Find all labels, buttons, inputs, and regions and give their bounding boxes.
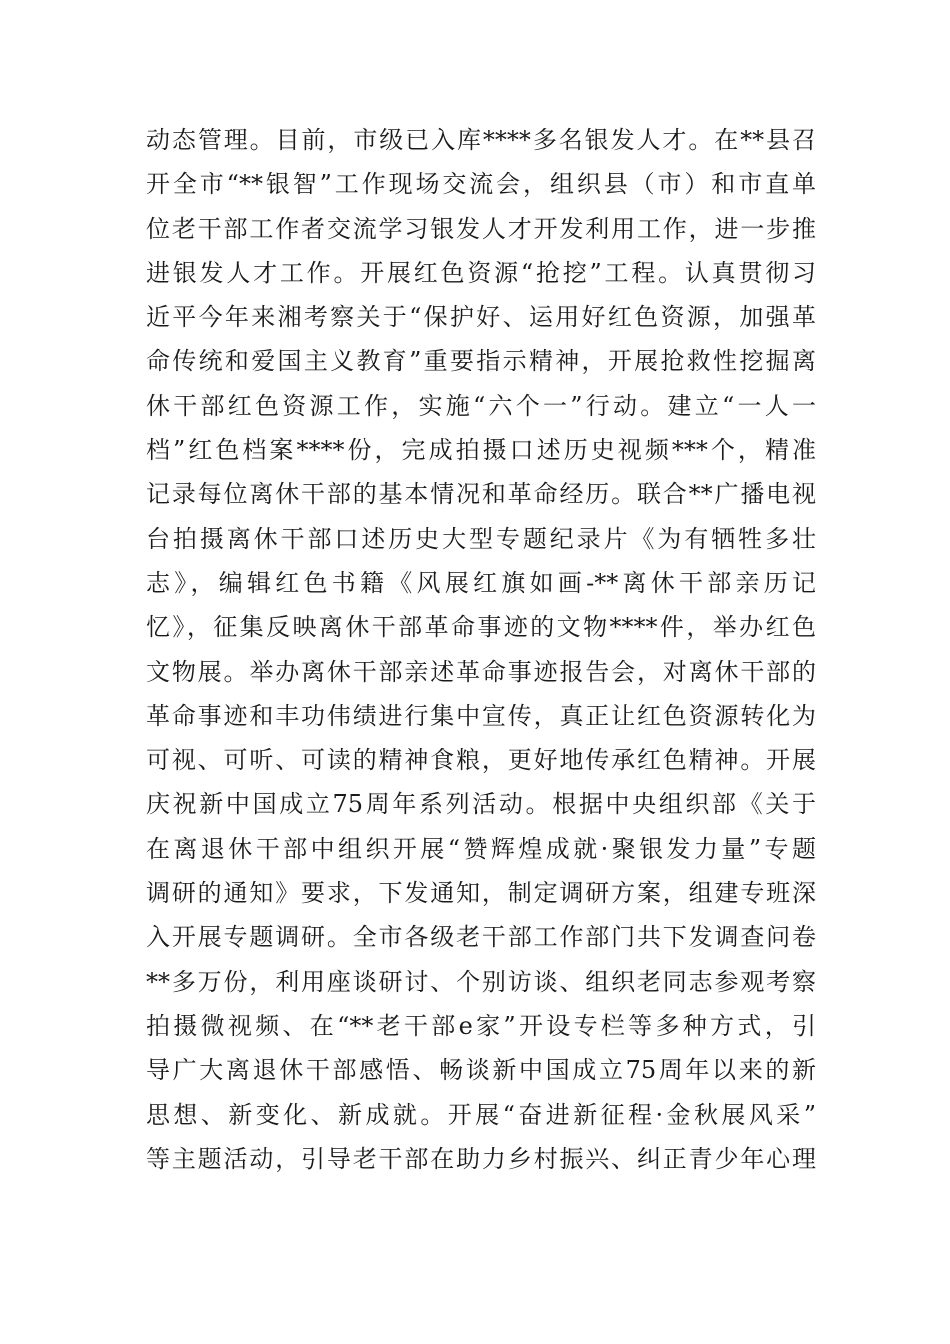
text-line: 台拍摄离休干部口述历史大型专题纪录片《为有牺牲多壮 — [146, 524, 816, 553]
text-line: 庆祝新中国成立75周年系列活动。根据中央组织部《关于 — [146, 790, 816, 819]
text-line: 文物展。举办离休干部亲述革命事迹报告会，对离休干部的 — [146, 657, 816, 686]
text-line: 等主题活动，引导老干部在助力乡村振兴、纠正青少年心理 — [146, 1144, 816, 1173]
text-line: 近平今年来湘考察关于“保护好、运用好红色资源，加强革 — [146, 303, 816, 332]
text-line: 在离退休干部中组织开展“赞辉煌成就·聚银发力量”专题 — [146, 834, 816, 863]
text-line: 调研的通知》要求，下发通知，制定调研方案，组建专班深 — [146, 879, 816, 908]
text-line: 导广大离退休干部感悟、畅谈新中国成立75周年以来的新 — [146, 1056, 816, 1085]
text-line: 可视、可听、可读的精神食粮，更好地传承红色精神。开展 — [146, 746, 816, 775]
text-line: 位老干部工作者交流学习银发人才开发利用工作，进一步推 — [146, 214, 816, 243]
text-line: 进银发人才工作。开展红色资源“抢挖”工程。认真贯彻习 — [146, 258, 816, 287]
text-line: 动态管理。目前，市级已入库****多名银发人才。在**县召 — [146, 126, 816, 154]
text-line: 志》，编辑红色书籍《风展红旗如画-**离休干部亲历记 — [146, 568, 816, 597]
text-line: 开全市“**银智”工作现场交流会，组织县（市）和市直单 — [146, 170, 816, 199]
text-line: 思想、新变化、新成就。开展“奋进新征程·金秋展风采” — [146, 1100, 816, 1129]
text-line: 档”红色档案****份，完成拍摄口述历史视频***个，精准 — [146, 436, 816, 465]
body-paragraph — [146, 118, 816, 1181]
text-line: 革命事迹和丰功伟绩进行集中宣传，真正让红色资源转化为 — [146, 701, 816, 730]
text-line: 命传统和爱国主义教育”重要指示精神，开展抢救性挖掘离 — [146, 347, 816, 376]
text-line: 休干部红色资源工作，实施“六个一”行动。建立“一人一 — [146, 391, 816, 420]
text-line: 拍摄微视频、在“**老干部e家”开设专栏等多种方式，引 — [146, 1011, 816, 1040]
text-line: 忆》，征集反映离休干部革命事迹的文物****件，举办红色 — [146, 613, 816, 642]
text-line: **多万份，利用座谈研讨、个别访谈、组织老同志参观考察 — [146, 967, 816, 996]
text-line: 入开展专题调研。全市各级老干部工作部门共下发调查问卷 — [146, 923, 816, 952]
text-line: 记录每位离休干部的基本情况和革命经历。联合**广播电视 — [146, 480, 816, 509]
